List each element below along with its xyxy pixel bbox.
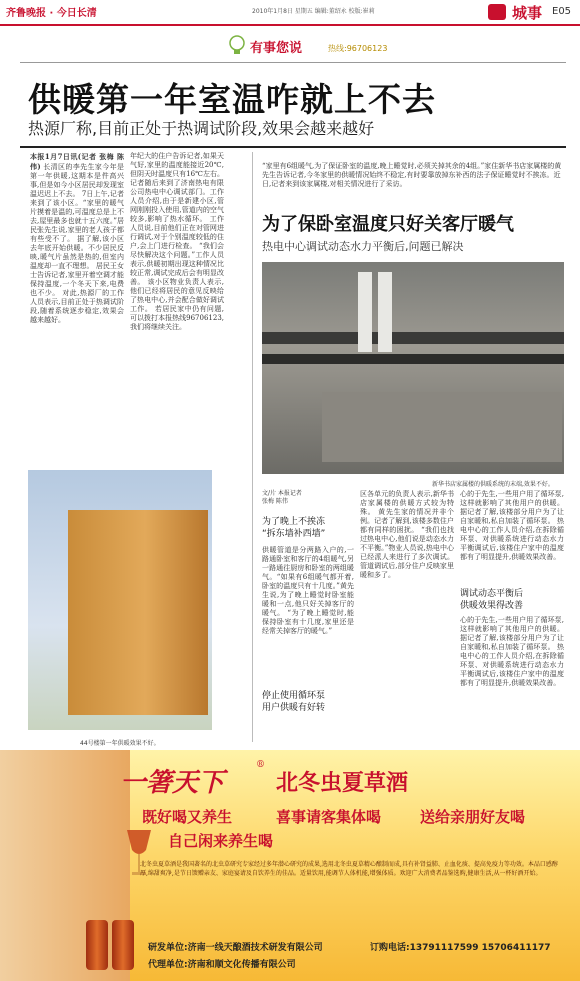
section-title: 城事 [512,4,543,22]
advertisement [0,750,580,981]
crosshead: 调试动态平衡后 供暖效果得改善 [460,589,524,611]
ad-developer: 研发单位:济南一线天酿酒技术研发有限公司 [148,943,323,953]
ad-model-image [0,750,130,981]
pipes-photo [262,262,564,474]
ad-slogan: 送给亲朋好友喝 [420,808,526,826]
hotline-banner [210,35,470,59]
ad-slogan: 既好喝又养生 [142,808,233,826]
ad-brand: 一箸天下 [120,768,225,798]
newspaper-logo: 齐鲁晚报 · 今日长清 [6,8,97,19]
page-subheadline: 热源厂称,目前正处于热调试阶段,效果会越来越好 [28,119,375,138]
ad-phone: 订购电话:13791117599 15706411177 [370,943,551,953]
column-divider [252,152,253,742]
pipes-illustration [262,262,564,474]
photo-caption: 新华书店家属楼的供暖系统的末端,效果不好。 [432,481,554,488]
article-column: 心的于先生,一些用户用了循环泵,这样就影响了其他用户的供暖。 据记者了解,该楼部分用户为了让自家暖和,私自加装了循环泵。 热电中心的工作人员介绍,在拆除循环泵、对供暖系统进行动态水力平衡调试后,该楼住户家中的温度都有了明显提升,供暖效果改善。 [460,490,564,561]
crosshead: 停止使用循环泵 用户供暖有好转 [262,691,326,713]
issue-meta: 2010年1月8日 星期五 编辑:董绍永 校版:崔莉 [252,8,375,15]
ad-agent: 代理单位:济南和顺文化传播有限公司 [148,960,296,970]
byline: 文/片 本报记者 张梅 陈伟 [262,490,302,505]
apartment-building [68,510,208,715]
article-column-mid [130,152,224,464]
story-headline: 为了保卧室温度只好关客厅暖气 [262,214,514,235]
header-rule [0,24,580,26]
building-photo [28,470,212,730]
crosshead: 为了晚上不挨冻 “拆东墙补西墙” [262,517,326,539]
ad-slogan: 喜事请客集体喝 [276,808,382,826]
article-column: 区各单元的负责人表示,新华书店家属楼的供暖方式较为特殊。 黄先生家的情况并非个例。记者了解到,该楼多数住户都有同样的困扰。 “我们也找过热电中心,他们说是动态水力不平衡。”物业人员说,热电中心已经派人来进行了多次调试。 管道调试后,部分住户反映家里暖和多了。 [360,490,454,579]
ad-title: 北冬虫夏草酒 [276,771,409,796]
page-headline: 供暖第一年室温咋就上不去 [28,80,436,119]
article-text: 年纪大的住户告诉记者,如果天气好,家里的温度能接近20℃,但阴天时温度只有16℃左右。 记者随后来到了济南热电有限公司热电中心调试部门。工作人员介绍,由于是新建小区,管网刚刚投入使用,管道内的空气较多,影响了热水循环。 工作人员说,目前他们正在对管网进行调试,对于个别温度较低的住户,会上门进行检查。 “我们会尽快解决这个问题。”工作人员表示,供暖初期出现这种情况比较正常,调试完成后会有明显改善。 该小区物业负责人表示,他们已经将居民的意见反映给了热电中心,并会配合做好调试工作。 若居民家中仍有问题,可以拨打本报热线96706123,我们将继续关注。 [130,152,224,331]
section-flag-icon [488,4,506,20]
bottle-icon [86,920,108,970]
photo-caption: 44号楼第一年供暖效果不好。 [80,740,160,747]
story-lead-quote: “家里有6组暖气,为了保证卧室的温度,晚上睡觉时,必须关掉其余的4组。”家住新华书店家属楼的黄先生告诉记者,今冬家里的供暖情况始终不稳定,有时要靠放掉东补西的法子保证睡觉时不挨冻。近日,记者来到该家属楼,对相关情况进行了采访。 [262,162,562,188]
ad-slogan: 自己闲来养生喝 [168,832,274,850]
divider [20,62,566,63]
article-column-left [30,152,124,464]
lightbulb-icon [228,35,246,55]
bottle-icon [112,920,134,970]
section-header [488,2,580,22]
story-subheadline: 热电中心调试动态水力平衡后,问题已解决 [262,240,464,253]
article-column: 供暖管道是分两路入户的,一路通卧室和客厅的4组暖气,另一路通往厨房和卧室的两组暖气。“如果有6组暖气都开着,卧室的温度只有十几度。”黄先生说,为了晚上睡觉时卧室能暖和一点,他只好关掉客厅的暖气。 “为了晚上睡觉时,能保持卧室有十几度,家里还是经常关掉客厅的暖气。” [262,546,354,635]
page-number: E05 [552,6,572,17]
hotline-title: 有事您说 [250,41,303,56]
hotline-number: 热线:96706123 [328,44,388,53]
article-text: 长清区的李先生家今年是第一年供暖,这期本是件高兴事,但是如今小区居民却发现室温迟迟上不去。 7日上午,记者来到了该小区。“家里的暖气片摸着是温的,可温度总是上不去,屋里最多也就十五六度。”居民张先生说,家里的老人孩子都有些受不了。 据了解,该小区去年底开始供暖。不少居民反映,暖气片虽然是热的,但室内温度却一直不理想。 居民王女士告诉记者,家里开着空调才能保持温度,一个冬天下来,电费也不少。 对此,热源厂的工作人员表示,目前正处于热调试阶段,随着系统逐步稳定,效果会越来越好。 [30,163,124,324]
ad-body-text: 北冬虫夏草酒是我国著名的北虫草研究专家经过多年潜心研究的成果,选用北冬虫夏草精心酿制而成,具有补肾益肺、止血化痰、提高免疫力等功效。本品口感醇厚,绵甜爽净,是节日馈赠亲友、家庭宴请及自饮养生的佳品。适量饮用,能调节人体机能,增强体质。欢迎广大消费者品鉴选购,健康生活,从一杯好酒开始。 [140,861,558,877]
article-column: 心的于先生,一些用户用了循环泵,这样就影响了其他用户的供暖。 据记者了解,该楼部分用户为了让自家暖和,私自加装了循环泵。 热电中心的工作人员介绍,在拆除循环泵、对供暖系统进行动态水力平衡调试后,该楼住户家中的温度都有了明显提升,供暖效果改善。 [460,616,564,687]
dateline: 本报1月7日讯(记者 张梅 陈伟) [30,152,124,171]
registered-mark: ® [256,760,265,770]
headline-rule [20,146,566,148]
